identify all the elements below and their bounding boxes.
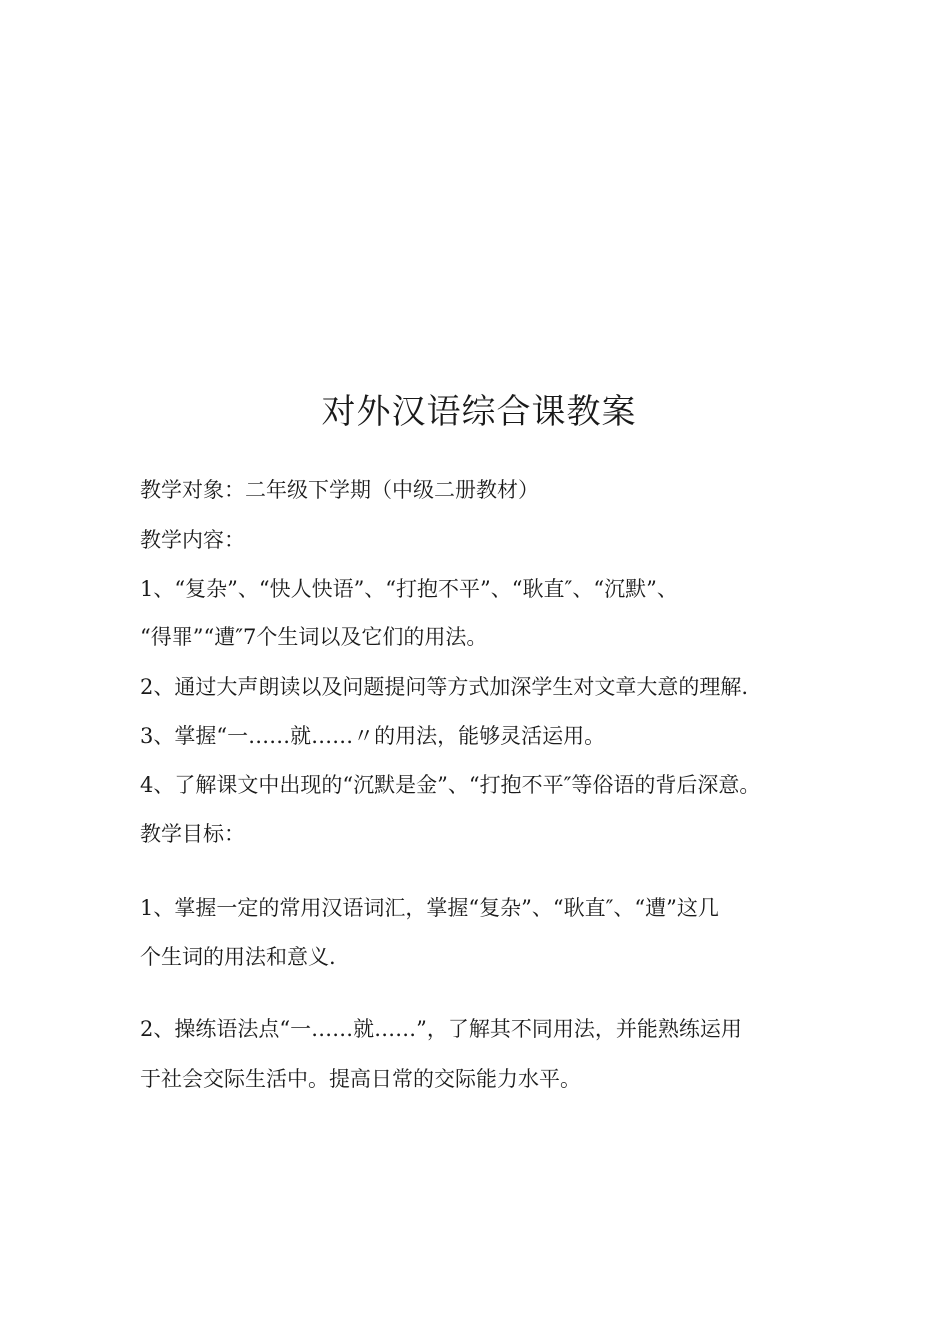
teaching-content-heading: 教学内容： <box>140 528 245 552</box>
content-item-4: 4、了解课文中出现的“沉默是金”、“打抱不平″等俗语的背后深意。 <box>140 773 761 797</box>
document-title: 对外汉语综合课教案 <box>321 392 637 432</box>
teaching-target-line: 教学对象：二年级下学期（中级二册教材） <box>140 478 539 502</box>
goal-item-2-line-1: 2、操练语法点“一……就……”，了解其不同用法，并能熟练运用 <box>140 1017 742 1041</box>
goal-item-1-line-1: 1、掌握一定的常用汉语词汇，掌握“复杂”、“耿直″、“遭”这几 <box>140 896 719 920</box>
content-item-2: 2、通过大声朗读以及问题提问等方式加深学生对文章大意的理解. <box>140 675 749 699</box>
content-item-1-line-2: “得罪”“遭″7个生词以及它们的用法。 <box>140 625 488 649</box>
content-item-1-line-1: 1、“复杂”、“快人快语”、“打抱不平”、“耿直″、“沉默”、 <box>140 577 678 601</box>
goal-item-2-line-2: 于社会交际生活中。提高日常的交际能力水平。 <box>140 1067 581 1091</box>
goal-item-1-line-2: 个生词的用法和意义. <box>140 945 336 969</box>
content-item-3: 3、掌握“一……就……〃的用法，能够灵活运用。 <box>140 724 606 748</box>
teaching-goals-heading: 教学目标： <box>140 822 245 846</box>
